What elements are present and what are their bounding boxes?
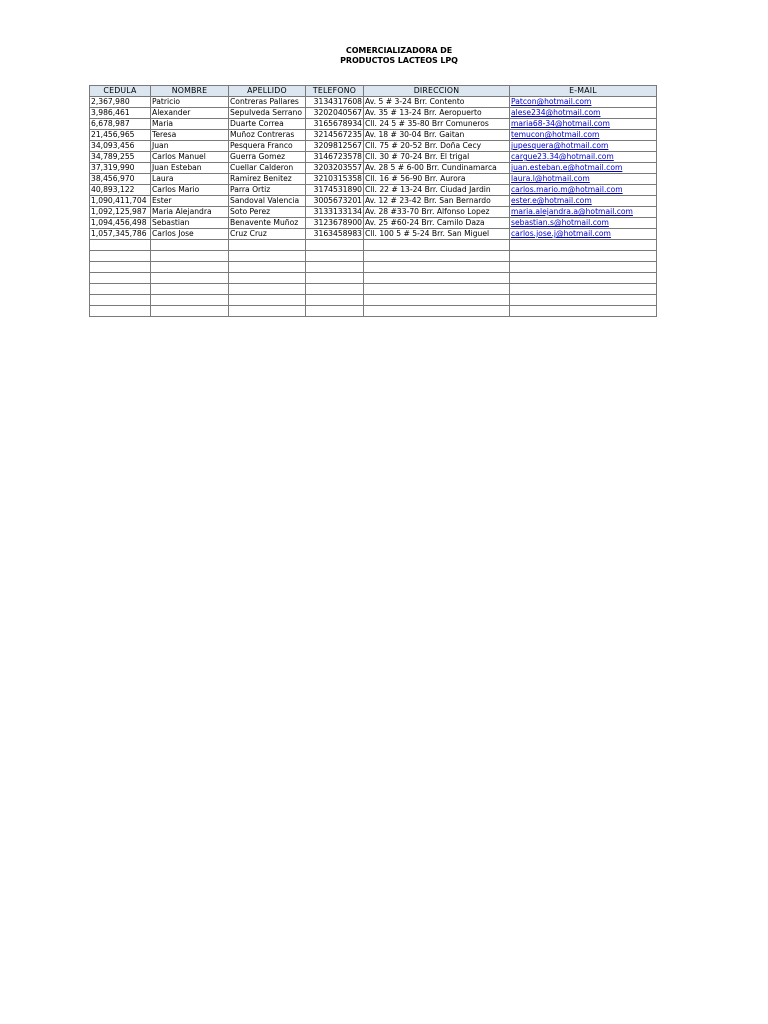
email-cell	[510, 130, 657, 141]
telefono-cell: 3133133134	[306, 207, 364, 218]
empty-cell[interactable]	[151, 284, 229, 295]
telefono-cell: 3202040567	[306, 108, 364, 119]
header-email: E-MAIL	[510, 86, 657, 97]
document-title	[0, 46, 768, 66]
nombre-cell: Teresa	[151, 130, 229, 141]
cedula-cell: 1,092,125,987	[90, 207, 151, 218]
empty-cell[interactable]	[306, 295, 364, 306]
direccion-cell: Av. 28 #33-70 Brr. Alfonso Lopez	[364, 207, 510, 218]
table-row	[90, 97, 657, 108]
empty-cell[interactable]	[229, 295, 306, 306]
empty-cell[interactable]	[90, 284, 151, 295]
empty-cell[interactable]	[90, 306, 151, 317]
empty-row	[90, 262, 657, 273]
nombre-cell: Juan	[151, 141, 229, 152]
cedula-cell: 1,090,411,704	[90, 196, 151, 207]
email-cell	[510, 119, 657, 130]
empty-cell[interactable]	[306, 262, 364, 273]
empty-cell[interactable]	[229, 251, 306, 262]
apellido-cell: Contreras Pallares	[229, 97, 306, 108]
empty-cell[interactable]	[306, 273, 364, 284]
direccion-cell: Av. 18 # 30-04 Brr. Gaitan	[364, 130, 510, 141]
direccion-cell: Cll. 100 5 # 5-24 Brr. San Miguel	[364, 229, 510, 240]
cedula-cell: 34,789,255	[90, 152, 151, 163]
nombre-cell: Alexander	[151, 108, 229, 119]
apellido-cell: Cruz Cruz	[229, 229, 306, 240]
header-direccion: DIRECCION	[364, 86, 510, 97]
direccion-cell: Av. 25 #60-24 Brr. Camilo Daza	[364, 218, 510, 229]
direccion-cell: Cll. 75 # 20-52 Brr. Doña Cecy	[364, 141, 510, 152]
customer-table	[89, 85, 657, 317]
email-cell	[510, 97, 657, 108]
email-link[interactable]: juan.esteban.e@hotmail.com	[511, 163, 623, 172]
direccion-cell: Cll. 16 # 56-90 Brr. Aurora	[364, 174, 510, 185]
nombre-cell: Maria Alejandra	[151, 207, 229, 218]
telefono-cell: 3174531890	[306, 185, 364, 196]
empty-cell[interactable]	[306, 306, 364, 317]
direccion-cell: Cll. 30 # 70-24 Brr. El trigal	[364, 152, 510, 163]
empty-row	[90, 251, 657, 262]
table-row	[90, 119, 657, 130]
cedula-cell: 40,893,122	[90, 185, 151, 196]
empty-row	[90, 273, 657, 284]
empty-cell[interactable]	[306, 284, 364, 295]
table-row	[90, 130, 657, 141]
empty-cell[interactable]	[306, 240, 364, 251]
apellido-cell: Guerra Gomez	[229, 152, 306, 163]
empty-cell[interactable]	[364, 273, 510, 284]
empty-row	[90, 240, 657, 251]
empty-cell[interactable]	[229, 240, 306, 251]
empty-row	[90, 295, 657, 306]
empty-cell[interactable]	[90, 295, 151, 306]
telefono-cell: 3123678900	[306, 218, 364, 229]
table-row	[90, 196, 657, 207]
empty-cell[interactable]	[510, 295, 657, 306]
cedula-cell: 3,986,461	[90, 108, 151, 119]
cedula-cell: 34,093,456	[90, 141, 151, 152]
direccion-cell: Av. 35 # 13-24 Brr. Aeropuerto	[364, 108, 510, 119]
email-cell	[510, 207, 657, 218]
header-nombre: NOMBRE	[151, 86, 229, 97]
header-apellido: APELLIDO	[229, 86, 306, 97]
email-link[interactable]: laura.l@hotmail.com	[511, 174, 590, 183]
email-link[interactable]: temucon@hotmail.com	[511, 130, 600, 139]
direccion-cell: Cll. 24 5 # 35-80 Brr Comuneros	[364, 119, 510, 130]
empty-row	[90, 306, 657, 317]
empty-cell[interactable]	[151, 273, 229, 284]
apellido-cell: Cuellar Calderon	[229, 163, 306, 174]
table-row	[90, 229, 657, 240]
empty-cell[interactable]	[364, 240, 510, 251]
apellido-cell: Duarte Correa	[229, 119, 306, 130]
table-row	[90, 185, 657, 196]
telefono-cell: 3210315358	[306, 174, 364, 185]
nombre-cell: Patricio	[151, 97, 229, 108]
email-cell	[510, 218, 657, 229]
telefono-cell: 3214567235	[306, 130, 364, 141]
header-telefono: TELEFONO	[306, 86, 364, 97]
nombre-cell: Laura	[151, 174, 229, 185]
email-link[interactable]: sebastian.s@hotmail.com	[511, 218, 609, 227]
nombre-cell: Maria	[151, 119, 229, 130]
table-row	[90, 152, 657, 163]
email-link[interactable]: ester.e@hotmail.com	[511, 196, 592, 205]
direccion-cell: Av. 5 # 3-24 Brr. Contento	[364, 97, 510, 108]
email-cell	[510, 196, 657, 207]
apellido-cell: Sepulveda Serrano	[229, 108, 306, 119]
apellido-cell: Soto Perez	[229, 207, 306, 218]
empty-cell[interactable]	[364, 295, 510, 306]
nombre-cell: Carlos Jose	[151, 229, 229, 240]
nombre-cell: Carlos Mario	[151, 185, 229, 196]
empty-cell[interactable]	[229, 306, 306, 317]
empty-cell[interactable]	[151, 306, 229, 317]
email-cell	[510, 141, 657, 152]
email-cell	[510, 185, 657, 196]
empty-cell[interactable]	[151, 262, 229, 273]
table-row	[90, 174, 657, 185]
empty-cell[interactable]	[151, 240, 229, 251]
nombre-cell: Carlos Manuel	[151, 152, 229, 163]
telefono-cell: 3146723578	[306, 152, 364, 163]
nombre-cell: Sebastian	[151, 218, 229, 229]
table-row	[90, 141, 657, 152]
email-link[interactable]: alese234@hotmail.com	[511, 108, 601, 117]
direccion-cell: Av. 12 # 23-42 Brr. San Bernardo	[364, 196, 510, 207]
empty-cell[interactable]	[90, 240, 151, 251]
empty-cell[interactable]	[90, 251, 151, 262]
cedula-cell: 2,367,980	[90, 97, 151, 108]
apellido-cell: Parra Ortiz	[229, 185, 306, 196]
empty-cell[interactable]	[510, 251, 657, 262]
telefono-cell: 3134317608	[306, 97, 364, 108]
cedula-cell: 1,094,456,498	[90, 218, 151, 229]
apellido-cell: Sandoval Valencia	[229, 196, 306, 207]
empty-cell[interactable]	[364, 306, 510, 317]
table-header-row	[90, 86, 657, 97]
email-link[interactable]: maria68-34@hotmail.com	[511, 119, 610, 128]
cedula-cell: 38,456,970	[90, 174, 151, 185]
table-row	[90, 207, 657, 218]
telefono-cell: 3203203557	[306, 163, 364, 174]
cedula-cell: 37,319,990	[90, 163, 151, 174]
header-cedula: CEDULA	[90, 86, 151, 97]
table-row	[90, 218, 657, 229]
cedula-cell: 21,456,965	[90, 130, 151, 141]
email-link[interactable]: jupesquera@hotmail.com	[511, 141, 609, 150]
empty-cell[interactable]	[229, 273, 306, 284]
nombre-cell: Juan Esteban	[151, 163, 229, 174]
email-cell	[510, 108, 657, 119]
apellido-cell: Muñoz Contreras	[229, 130, 306, 141]
table-row	[90, 108, 657, 119]
empty-cell[interactable]	[510, 240, 657, 251]
nombre-cell: Ester	[151, 196, 229, 207]
email-cell	[510, 174, 657, 185]
apellido-cell: Ramirez Benitez	[229, 174, 306, 185]
table-row	[90, 163, 657, 174]
empty-cell[interactable]	[151, 251, 229, 262]
empty-cell[interactable]	[364, 262, 510, 273]
email-link[interactable]: maria.alejandra.a@hotmail.com	[511, 207, 633, 216]
empty-cell[interactable]	[229, 284, 306, 295]
empty-cell[interactable]	[510, 306, 657, 317]
telefono-cell: 3165678934	[306, 119, 364, 130]
title-line-2: PRODUCTOS LACTEOS LPQ	[340, 56, 458, 65]
empty-cell[interactable]	[364, 251, 510, 262]
empty-cell[interactable]	[510, 262, 657, 273]
telefono-cell: 3209812567	[306, 141, 364, 152]
email-link[interactable]: cargue23.34@hotmail.com	[511, 152, 614, 161]
direccion-cell: Av. 28 5 # 6-00 Brr. Cundinamarca	[364, 163, 510, 174]
empty-cell[interactable]	[90, 262, 151, 273]
empty-cell[interactable]	[229, 262, 306, 273]
empty-cell[interactable]	[510, 284, 657, 295]
email-cell	[510, 163, 657, 174]
empty-cell[interactable]	[364, 284, 510, 295]
direccion-cell: Cll. 22 # 13-24 Brr. Ciudad Jardin	[364, 185, 510, 196]
empty-cell[interactable]	[151, 295, 229, 306]
telefono-cell: 3163458983	[306, 229, 364, 240]
email-cell	[510, 152, 657, 163]
empty-cell[interactable]	[90, 273, 151, 284]
email-cell	[510, 229, 657, 240]
cedula-cell: 1,057,345,786	[90, 229, 151, 240]
empty-cell[interactable]	[306, 251, 364, 262]
title-line-1: COMERCIALIZADORA DE	[345, 46, 453, 55]
cedula-cell: 6,678,987	[90, 119, 151, 130]
apellido-cell: Pesquera Franco	[229, 141, 306, 152]
email-link[interactable]: carlos.jose.j@hotmail.com	[511, 229, 611, 238]
telefono-cell: 3005673201	[306, 196, 364, 207]
email-link[interactable]: carlos.mario.m@hotmail.com	[511, 185, 623, 194]
apellido-cell: Benavente Muñoz	[229, 218, 306, 229]
empty-row	[90, 284, 657, 295]
email-link[interactable]: Patcon@hotmail.com	[511, 97, 592, 106]
empty-cell[interactable]	[510, 273, 657, 284]
